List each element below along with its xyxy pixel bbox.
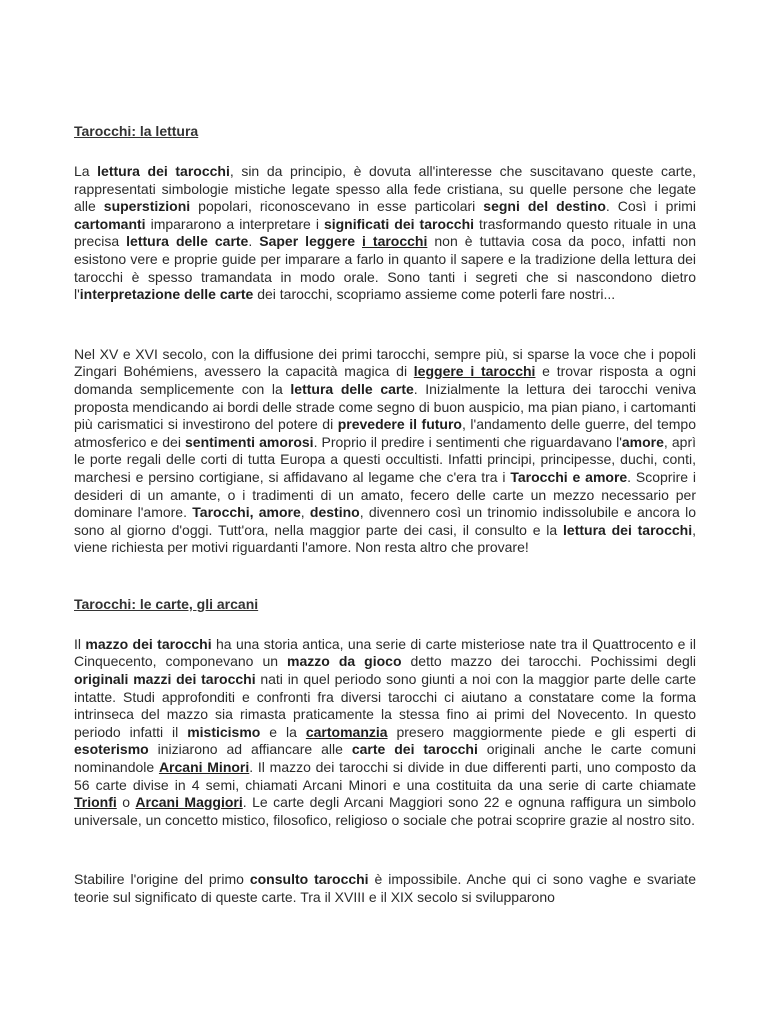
text-run: originali anche le carte comuni nominandole: [74, 741, 697, 776]
text-run: . Proprio il predire i sentimenti che riguardavano l': [313, 433, 622, 450]
bold-term: mazzo dei tarocchi: [85, 635, 212, 652]
bold-term: prevedere il futuro: [337, 416, 462, 433]
bold-term: lettura delle carte: [290, 380, 414, 397]
text-run: ,: [300, 504, 310, 521]
bold-term: Tarocchi, amore: [192, 504, 301, 521]
text-run: Stabilire l'origine del primo: [74, 871, 250, 888]
text-run: . Il mazzo dei tarocchi si divide in due differenti parti, uno composto da 56 carte divise in 4 semi, chiamati Arcani Minori e una costituita da una serie di carte chiamate: [74, 759, 697, 793]
inline-link[interactable]: Arcani Minori: [158, 759, 250, 776]
text-run: Il: [74, 635, 86, 652]
section-heading-carte-arcani: Tarocchi: le carte, gli arcani: [74, 595, 259, 612]
bold-term: amore: [621, 433, 664, 450]
text-run: impararono a interpretare i: [145, 215, 324, 232]
text-run: e trovar risposta a ogni domanda semplicemente con la: [74, 363, 696, 397]
bold-term: superstizioni: [103, 198, 191, 215]
paragraph-arcani-2: [74, 871, 696, 906]
text-run: . Scoprire i desideri di un amante, o i tradimenti di un amato, fecero delle carte un mezzo necessario per dominare l'amore.: [74, 468, 696, 521]
inline-link[interactable]: cartomanzia: [305, 723, 388, 740]
bold-term: esoterismo: [74, 741, 149, 758]
section-heading-lettura: Tarocchi: la lettura: [74, 123, 199, 139]
text-run: Nel XV e XVI secolo, con la diffusione dei primi tarocchi, sempre più, si sparse la voce che i popoli Zingari Bohémiens, avessero la capacità magica di: [74, 345, 696, 380]
bold-term: carte dei tarocchi: [351, 741, 478, 758]
bold-term: destino: [309, 504, 360, 521]
bold-term: mazzo da gioco: [287, 653, 402, 670]
bold-term: originali mazzi dei tarocchi: [74, 671, 256, 688]
text-run: nati in quel periodo sono giunti a noi con la maggior parte delle carte intatte. Studi approfonditi e confronti fra diversi tarocchi ci aiutano a constatare come la forma intrinseca del mazzo sia rimasta praticamente la stessa fino ai primi del Novecento. In questo periodo infatti il: [74, 671, 696, 740]
text-run: [355, 233, 362, 249]
bold-term: consulto tarocchi: [249, 871, 369, 888]
text-run: , viene richiesta per motivi riguardanti l'amore. Non resta altro che provare!: [74, 521, 696, 556]
bold-term: segni del destino: [483, 198, 606, 215]
text-run: non è tuttavia cosa da poco, infatti non esistono vere e proprie guide per imparare a farlo in quanto il sapere e la tradizione della lettura dei tarocchi è spesso tramandata in modo orale. Sono tanti i segreti che si nascondono dietro l': [74, 233, 696, 303]
text-run: . Inizialmente la lettura dei tarocchi veniva proposta mendicando ai bordi delle strade come segno di buon auspicio, ma pian piano, i cartomanti più carismatici si investirono del potere di: [74, 380, 696, 433]
text-run: . Le carte degli Arcani Maggiori sono 22 e ognuna raffigura un simbolo universale, un concetto mistico, filosofico, religioso o sociale che potrai scoprire grazie al nostro sito.: [74, 794, 696, 828]
inline-link[interactable]: Trionfi: [74, 794, 117, 811]
text-run: iniziarono ad affiancare alle: [148, 741, 352, 758]
paragraph-lettura-1: [74, 163, 696, 304]
text-run: o: [116, 794, 136, 811]
inline-link[interactable]: leggere i tarocchi: [413, 363, 536, 380]
paragraph-lettura-2: [74, 346, 696, 557]
inline-link[interactable]: i tarocchi: [362, 233, 428, 250]
text-run: , aprì le porte regali delle corti di tutta Europa a questi occultisti. Infatti principi, principesse, duchi, conti, marchesi e persino cortigiane, si affidavano al legame che c'era tra i: [74, 433, 696, 485]
bold-term: Saper leggere: [259, 233, 355, 250]
text-run: presero maggiormente piede e gli esperti di: [387, 723, 697, 740]
text-run: detto mazzo dei tarocchi. Pochissimi degli: [401, 653, 696, 670]
text-run: La: [74, 163, 98, 179]
bold-term: significati dei tarocchi: [323, 215, 475, 232]
bold-term: lettura dei tarocchi: [563, 521, 693, 538]
text-run: popolari, riconoscevano in esse particolari: [190, 198, 484, 215]
text-run: . Così i primi: [605, 198, 696, 215]
bold-term: sentimenti amorosi: [185, 433, 314, 450]
text-run: , l'andamento delle guerre, del tempo atmosferico e dei: [74, 416, 696, 450]
bold-term: cartomanti: [74, 215, 146, 232]
text-run: dei tarocchi, scopriamo assieme come poterli fare nostri...: [253, 286, 616, 303]
text-run: , sin da principio, è dovuta all'interesse che suscitavano queste carte, rappresentati simbologie mistiche legate spesso alla fede cristiana, su quelle persone che legate alle: [74, 163, 697, 215]
bold-term: Tarocchi e amore: [510, 468, 628, 485]
bold-term: lettura dei tarocchi: [97, 163, 230, 179]
text-run: , divennero così un trinomio indissolubile e ancora lo sono al giorno d'oggi. Tutt'ora, nella maggior parte dei casi, il consulto e la: [74, 504, 697, 538]
text-run: trasformando questo rituale in una precisa: [74, 215, 696, 250]
text-run: ha una storia antica, una serie di carte misteriose nate tra il Quattrocento e il Cinquecento, componevano un: [74, 635, 696, 670]
bold-term: lettura delle carte: [126, 233, 249, 250]
text-run: .: [248, 233, 260, 250]
paragraph-arcani-1: [74, 636, 696, 830]
text-run: è impossibile. Anche qui ci sono vaghe e svariate teorie sul significato di queste carte. Tra il XVIII e il XIX secolo si svilupparono: [74, 871, 696, 905]
bold-term: misticismo: [187, 723, 261, 740]
inline-link[interactable]: Arcani Maggiori: [135, 794, 243, 811]
bold-term: interpretazione delle carte: [79, 286, 254, 303]
text-run: e la: [260, 723, 306, 740]
